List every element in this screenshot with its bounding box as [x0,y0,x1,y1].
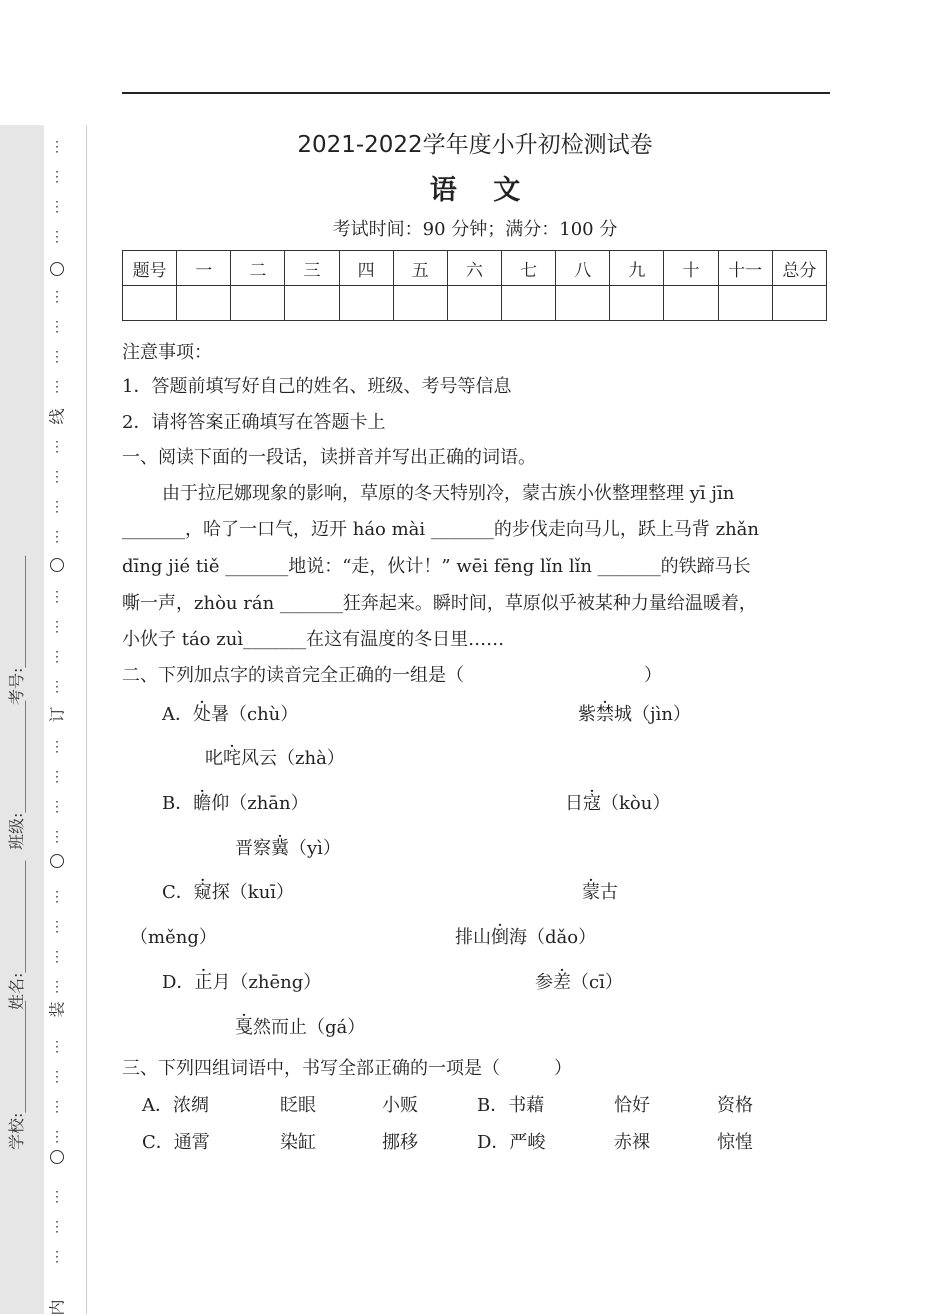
binding-dot: ⋮ [50,529,64,545]
binding-dot: ⋮ [50,1069,64,1085]
class-field[interactable]: 班级:______________ [7,700,26,850]
dotted-char: 戛 [235,1017,253,1038]
dotted-char: 咤 [223,748,241,769]
question-1-line: 由于拉尼娜现象的影响，草原的冬天特别冷，蒙古族小伙整理整理 yī jīn [162,483,735,504]
dotted-char: 蒙 [582,882,600,903]
name-label: 姓名: [7,972,26,1010]
option-letter: C． [162,882,194,903]
question-3-option-word: 惊惶 [717,1132,753,1153]
binding-dot: ⋮ [50,949,64,965]
score-header-cell: 总分 [772,251,826,286]
dotted-char: 倒 [491,927,509,948]
exam-title: 2021-2022学年度小升初检测试卷 [297,132,653,158]
option-text: 叱 [205,748,223,769]
option-a-first[interactable] [162,700,298,726]
header-rule [122,92,830,94]
option-letter: D． [162,972,195,993]
binding-circle [50,262,64,276]
exam-number-field[interactable]: 考号:______________ [7,555,26,705]
score-input-cell[interactable] [610,286,664,321]
binding-dot: ⋮ [50,169,64,185]
option-text: 参 [535,972,553,993]
option-text: 古 [600,882,618,903]
score-table [122,250,827,321]
binding-dot: ⋮ [50,979,64,995]
question-3-title: 三、下列四组词语中，书写全部正确的一项是（ ） [122,1058,572,1079]
option-c-wrap: （měng） [130,927,217,948]
binding-circle [50,854,64,868]
question-3-option-word: 赤裸 [614,1132,650,1153]
option-text: （yì） [289,838,341,859]
exam-number-label: 考号: [7,667,26,705]
score-header-cell: 十一 [718,251,772,286]
option-text: 海（dǎo） [509,927,597,948]
option-text: （cī） [571,972,623,993]
option-text: 紫 [578,704,596,725]
score-input-cell[interactable] [285,286,339,321]
option-b-third [235,834,341,860]
notice-heading: 注意事项： [122,342,212,363]
question-3-option-word[interactable]: D．严峻 [477,1132,546,1153]
option-d-second [535,968,623,994]
score-header-cell: 三 [285,251,339,286]
dotted-char: 瞻 [193,793,212,814]
question-1-line: _______，哈了一口气，迈开 háo mài _______的步伐走向马儿，跃上马背 zhǎn [122,519,760,540]
subject-title: 语 文 [429,175,521,206]
score-header-cell: 五 [393,251,447,286]
option-c-second [582,878,618,904]
class-label: 班级: [7,812,26,850]
binding-dot: ⋮ [50,439,64,455]
option-letter: B． [162,793,194,814]
score-header-cell: 七 [501,251,555,286]
score-input-cell[interactable] [556,286,610,321]
option-text: 月（zhēng） [212,972,322,993]
dotted-char: 寇 [583,793,601,814]
option-c-third [455,923,596,949]
binding-dot: ⋮ [50,649,64,665]
score-header-cell: 二 [231,251,285,286]
question-3-option-word: 眨眼 [280,1095,316,1116]
option-b-first[interactable] [162,789,309,815]
binding-dot: ⋮ [50,349,64,365]
notice-item: 1．答题前填写好自己的姓名、班级、考号等信息 [122,376,512,397]
school-field[interactable]: 学校:______________ [7,1000,26,1150]
question-3-option-word: 资格 [717,1095,753,1116]
option-c-first[interactable] [162,878,294,904]
question-1-line: 嘶一声，zhòu rán _______狂奔起来。瞬时间，草原似乎被某种力量给温暖着， [122,593,757,614]
binding-dot: ⋮ [50,1099,64,1115]
option-letter: A． [162,704,193,725]
question-3-option-word: 挪移 [382,1132,418,1153]
binding-dot: ⋮ [50,1219,64,1235]
score-input-cell[interactable] [123,286,177,321]
question-1-line: 小伙子 táo zuì_______在这有温度的冬日里…… [122,629,505,650]
exam-info: 考试时间：90 分钟；满分：100 分 [332,219,618,240]
score-header-cell: 四 [339,251,393,286]
dotted-char: 正 [194,972,213,993]
binding-dot: ⋮ [50,1249,64,1265]
question-3-option-word: 恰好 [614,1095,650,1116]
name-field[interactable]: 姓名:______________ [7,860,26,1010]
binding-dot: ⋮ [50,379,64,395]
score-input-cell[interactable] [231,286,285,321]
question-1-line: dīng jié tiě _______地说：“走，伙计！” wēi fēng lǐn lǐn _______的铁蹄马长 [122,556,751,577]
binding-dot: ⋮ [50,679,64,695]
binding-dot: ⋮ [50,199,64,215]
question-3-option-word[interactable]: C．通霄 [142,1132,210,1153]
binding-dot: ⋮ [50,1129,64,1145]
question-1-title: 一、阅读下面的一段话，读拼音并写出正确的词语。 [122,447,536,468]
dotted-char: 处 [193,704,211,725]
question-3-option-word[interactable]: B．书藉 [477,1095,545,1116]
side-char-nei: 内 [47,1299,67,1316]
binding-dot: ⋮ [50,799,64,815]
binding-dot: ⋮ [50,469,64,485]
question-3-option-word[interactable]: A．浓绸 [142,1095,209,1116]
score-input-cell[interactable] [339,286,393,321]
score-table-score-row [123,286,827,321]
binding-circle [50,1150,64,1164]
option-a-third [205,744,345,770]
option-text: 然而止（gá） [253,1017,366,1038]
option-text: 探（kuī） [211,882,295,903]
option-text: 风云（zhà） [241,748,345,769]
score-input-cell[interactable] [447,286,501,321]
score-header-cell: 十 [664,251,718,286]
option-text: 日 [565,793,583,814]
binding-dot: ⋮ [50,589,64,605]
binding-dot: ⋮ [50,829,64,845]
option-a-second [578,700,691,726]
binding-circle [50,558,64,572]
score-input-cell[interactable] [393,286,447,321]
score-header-cell: 八 [556,251,610,286]
option-text: 城（jìn） [614,704,691,725]
question-3-option-word: 小贩 [382,1095,418,1116]
option-b-second [565,789,670,815]
binding-dot: ⋮ [50,289,64,305]
binding-dot: ⋮ [50,319,64,335]
score-input-cell[interactable] [772,286,826,321]
binding-dot: ⋮ [50,1039,64,1055]
dotted-char: 窥 [193,882,212,903]
school-label: 学校: [7,1112,26,1150]
side-char-ding: 订 [47,706,67,723]
option-text: （kòu） [601,793,671,814]
notice-item: 2．请将答案正确填写在答题卡上 [122,412,386,433]
score-input-cell[interactable] [177,286,231,321]
option-text: 暑（chù） [211,704,299,725]
binding-dot: ⋮ [50,889,64,905]
score-header-cell: 九 [610,251,664,286]
binding-dot: ⋮ [50,919,64,935]
question-3-option-word: 染缸 [280,1132,316,1153]
question-2-title: 二、下列加点字的读音完全正确的一组是（ ） [122,665,662,686]
binding-dot: ⋮ [50,619,64,635]
binding-dot: ⋮ [50,769,64,785]
binding-dot: ⋮ [50,1189,64,1205]
score-header-cell: 六 [447,251,501,286]
option-text: 排山 [455,927,491,948]
score-header-cell: 一 [177,251,231,286]
binding-dot: ⋮ [50,499,64,515]
dotted-char: 禁 [596,704,614,725]
score-input-cell[interactable] [718,286,772,321]
score-input-cell[interactable] [501,286,555,321]
binding-dot: ⋮ [50,139,64,155]
side-char-xian: 线 [47,408,67,425]
option-text: 仰（zhān） [211,793,309,814]
option-text: 晋察 [235,838,271,859]
binding-dot: ⋮ [50,739,64,755]
score-header-cell: 题号 [123,251,177,286]
option-d-third [235,1013,365,1039]
score-table-header-row [123,251,827,286]
binding-dot: ⋮ [50,229,64,245]
option-d-first[interactable] [162,968,321,994]
dotted-char: 冀 [271,838,289,859]
dotted-char: 差 [553,972,571,993]
score-input-cell[interactable] [664,286,718,321]
side-char-zhuang: 装 [47,1001,67,1018]
